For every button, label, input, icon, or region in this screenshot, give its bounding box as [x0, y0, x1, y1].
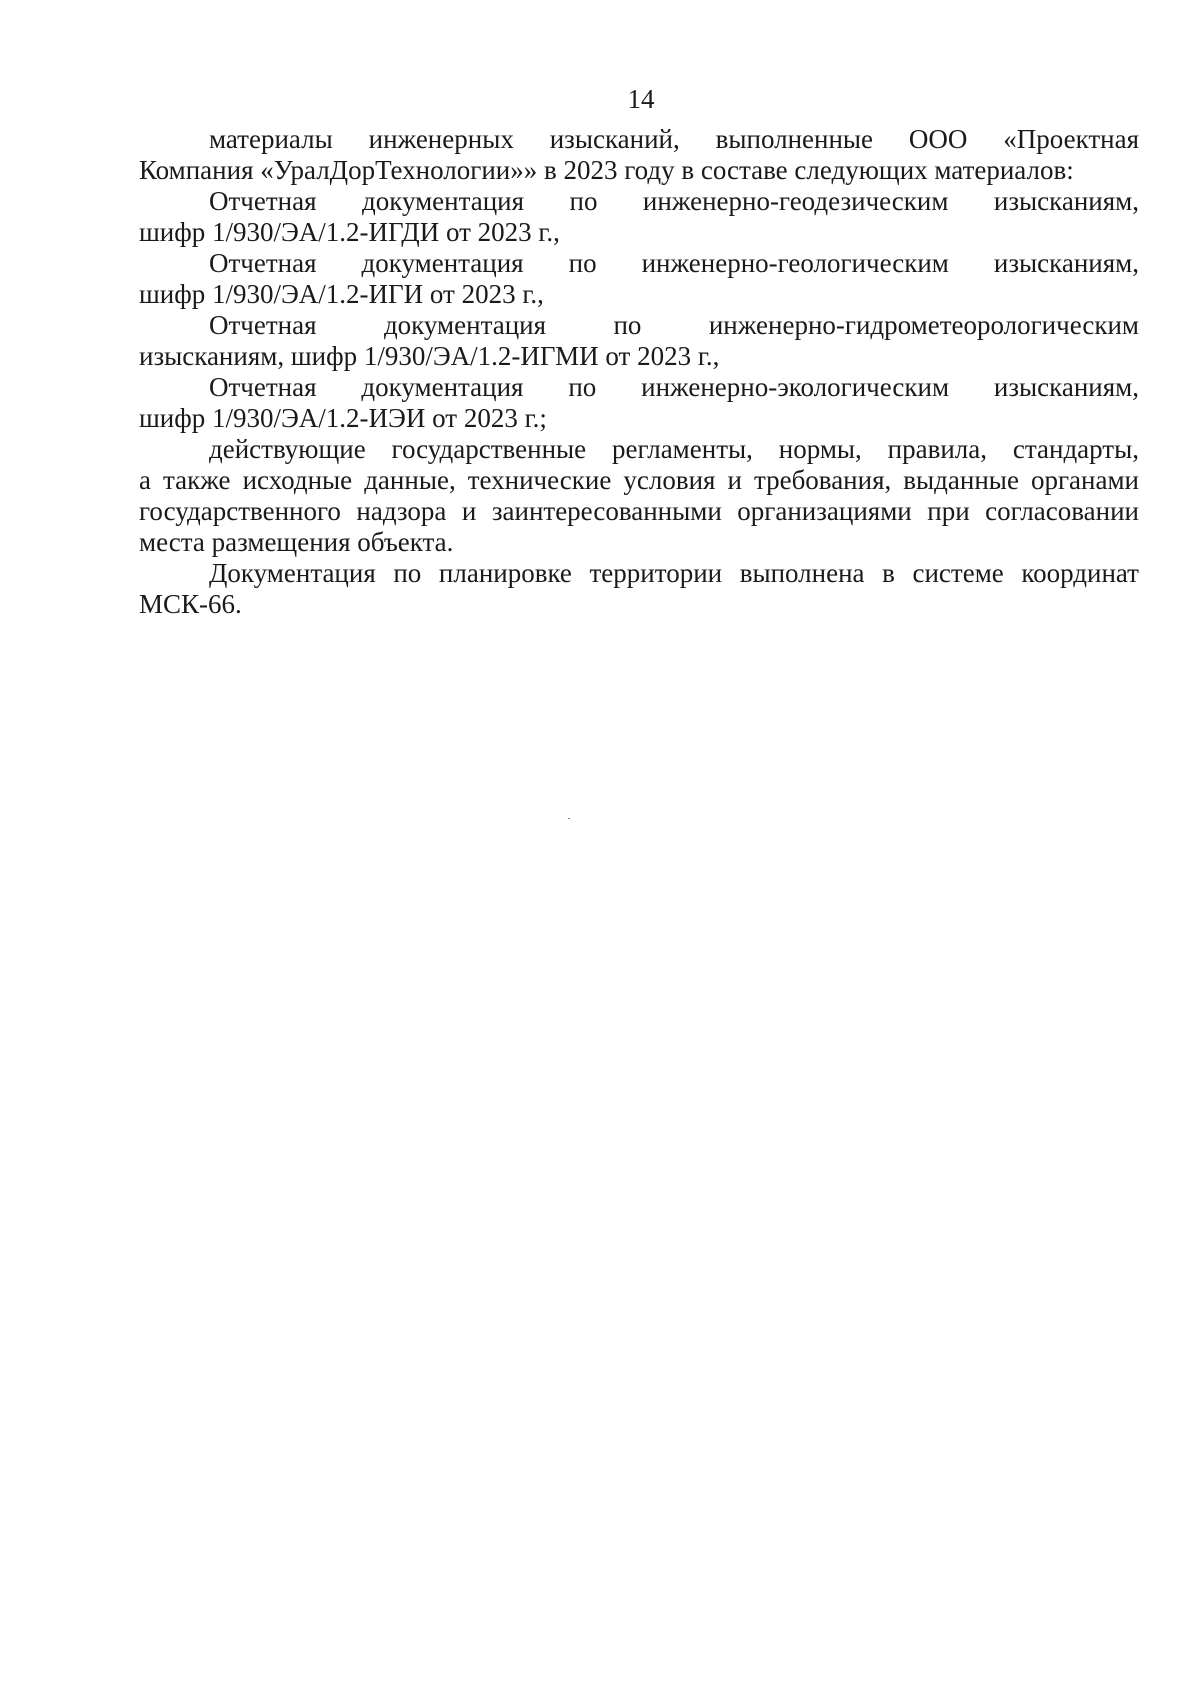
- text-line: Отчетная документация по инженерно-гидрометеорологическим: [209, 310, 1139, 340]
- text-line: шифр 1/930/ЭА/1.2-ИЭИ от 2023 г.;: [139, 403, 547, 433]
- regulations-paragraph: [139, 434, 1139, 558]
- text-line: Отчетная документация по инженерно-геодезическим изысканиям,: [209, 186, 1139, 216]
- text-line: шифр 1/930/ЭА/1.2-ИГДИ от 2023 г.,: [139, 217, 560, 247]
- report-item: [139, 310, 1139, 372]
- text-line: Отчетная документация по инженерно-геологическим изысканиям,: [209, 248, 1139, 278]
- text-line: материалы инженерных изысканий, выполненные ООО «Проектная: [209, 124, 1139, 154]
- report-item: [139, 372, 1139, 434]
- text-line: государственного надзора и заинтересованными организациями при согласовании: [139, 496, 1139, 526]
- text-line: действующие государственные регламенты, нормы, правила, стандарты,: [209, 434, 1139, 464]
- intro-paragraph: [139, 124, 1139, 186]
- document-body: [139, 124, 1139, 620]
- coordinates-paragraph: [139, 558, 1139, 620]
- text-line: Документация по планировке территории выполнена в системе координат: [209, 558, 1139, 588]
- text-line: изысканиям, шифр 1/930/ЭА/1.2-ИГМИ от 2023 г.,: [139, 341, 720, 371]
- scan-speck: [568, 818, 570, 819]
- text-line: шифр 1/930/ЭА/1.2-ИГИ от 2023 г.,: [139, 279, 544, 309]
- text-line: Отчетная документация по инженерно-экологическим изысканиям,: [209, 372, 1139, 402]
- page-number: 14: [627, 84, 655, 114]
- text-line: а также исходные данные, технические условия и требования, выданные органами: [139, 465, 1139, 495]
- text-line: места размещения объекта.: [139, 527, 454, 557]
- text-line: МСК-66.: [139, 589, 242, 619]
- report-item: [139, 248, 1139, 310]
- report-item: [139, 186, 1139, 248]
- text-line: Компания «УралДорТехнологии»» в 2023 году в составе следующих материалов:: [139, 155, 1074, 185]
